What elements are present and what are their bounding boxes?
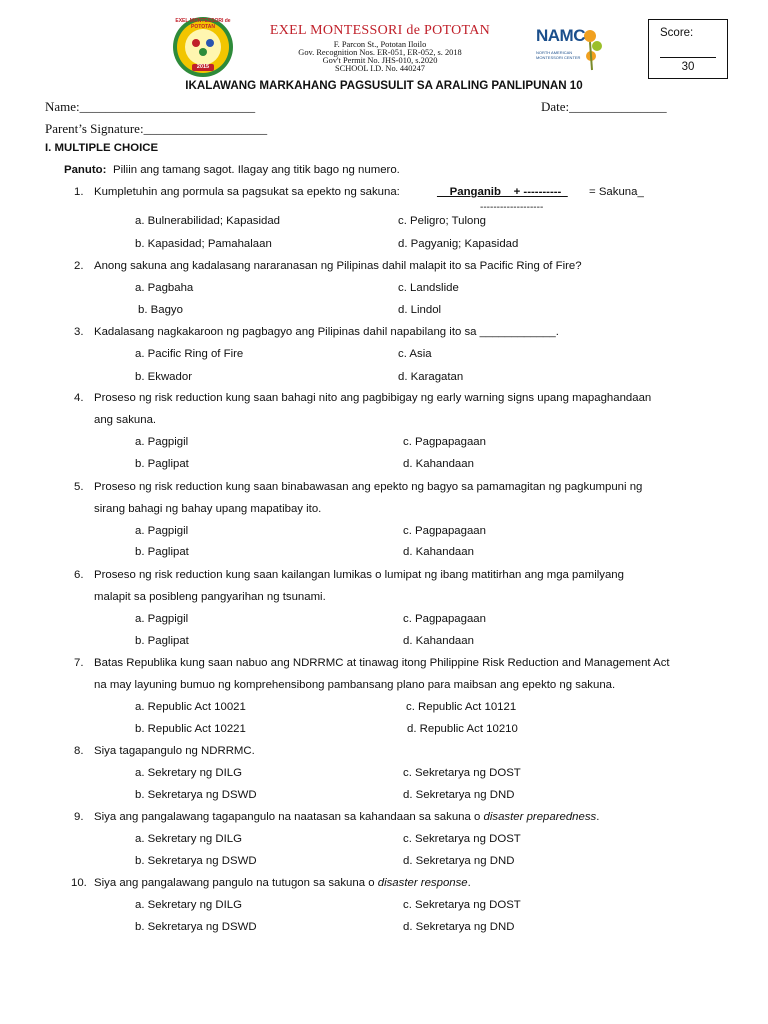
choice[interactable]: c. Landslide (398, 282, 459, 294)
choice[interactable]: d. Karagatan (398, 371, 464, 383)
question-text-end: . (596, 811, 600, 823)
choice[interactable]: b. Paglipat (135, 635, 189, 647)
question-text: Proseso ng risk reduction kung saan binabawasan ang epekto ng bagyo sa pamamagitan ng pagkumpuni ng (94, 481, 643, 493)
instructions-label: Panuto: (64, 164, 107, 176)
choice[interactable]: a. Pagpigil (135, 525, 189, 537)
question-text-italic: disaster response (377, 877, 468, 889)
score-label: Score: (660, 27, 694, 39)
score-total: 30 (681, 61, 695, 73)
question-number: 1. (74, 186, 84, 198)
choice[interactable]: c. Pagpapagaan (403, 436, 486, 448)
question-text: Anong sakuna ang kadalasang nararanasan ng Pilipinas dahil malapit ito sa Pacific Ring of Fire? (94, 260, 582, 272)
choice[interactable]: b. Kapasidad; Pamahalaan (135, 238, 272, 250)
namc-logo-sub: NORTH AMERICAN MONTESSORI CENTER (536, 50, 581, 60)
choice[interactable]: d. Sekretarya ng DND (403, 789, 515, 801)
choice[interactable]: c. Republic Act 10121 (406, 701, 517, 713)
choice[interactable]: b. Republic Act 10221 (135, 723, 246, 735)
choice[interactable]: b. Sekretarya ng DSWD (135, 921, 257, 933)
choice[interactable]: a. Republic Act 10021 (135, 701, 246, 713)
school-name: EXEL MONTESSORI de POTOTAN (269, 23, 491, 38)
question-text: Proseso ng risk reduction kung saan bahagi nito ang pagbibigay ng early warning signs upang mapaghandaan (94, 392, 652, 404)
choice[interactable]: b. Bagyo (138, 304, 183, 316)
section-title: I. MULTIPLE CHOICE (45, 142, 159, 154)
choice[interactable]: d. Kahandaan (403, 546, 474, 558)
choice[interactable]: d. Sekretarya ng DND (403, 855, 515, 867)
question-text (94, 811, 599, 823)
choice[interactable]: d. Kahandaan (403, 635, 474, 647)
exam-title: IKALAWANG MARKAHANG PAGSUSULIT SA ARALING PANLIPUNAN 10 (185, 79, 583, 92)
question-text-italic: disaster preparedness (483, 811, 597, 823)
question-text: Batas Republika kung saan nabuo ang NDRRMC at tinawag itong Philippine Risk Reduction and Management Act (94, 657, 670, 669)
school-address: F. Parcon St., Pototan Iloilo (333, 40, 427, 49)
choice[interactable]: a. Pacific Ring of Fire (135, 348, 244, 360)
school-recognition: Gov. Recognition Nos. ER-051, ER-052, s. 2018 (298, 48, 462, 57)
question-text-main: Siya ang pangalawang pangulo na tutugon sa sakuna o (94, 877, 375, 889)
choice[interactable]: a. Pagpigil (135, 436, 189, 448)
choice[interactable]: b. Sekretarya ng DSWD (135, 789, 257, 801)
question-number: 9. (74, 811, 84, 823)
choice[interactable]: d. Kahandaan (403, 458, 474, 470)
question-text (94, 877, 471, 889)
school-permit: Gov't Permit No. JHS-010, s.2020 (322, 56, 438, 65)
choice[interactable]: d. Pagyanig; Kapasidad (398, 238, 519, 250)
choice[interactable]: c. Peligro; Tulong (398, 215, 487, 227)
school-id: SCHOOL I.D. No. 440247 (335, 64, 425, 73)
instructions-text: Piliin ang tamang sagot. Ilagay ang titik bago ng numero. (113, 164, 400, 176)
choice[interactable]: c. Sekretarya ng DOST (403, 899, 521, 911)
question-number: 4. (74, 392, 84, 404)
date-field[interactable]: Date:_______________ (541, 99, 667, 114)
question-text: sirang bahagi ng bahay upang mapatibay ito. (94, 503, 322, 515)
question-number: 5. (74, 481, 84, 493)
parent-signature-field[interactable]: Parent’s Signature:___________________ (45, 121, 268, 136)
question-text-end: . (467, 877, 471, 889)
choice[interactable]: c. Pagpapagaan (403, 525, 486, 537)
choice[interactable]: a. Pagpigil (135, 613, 189, 625)
school-logo-year: 2015 (196, 64, 210, 70)
question-text: Proseso ng risk reduction kung saan kailangan lumikas o lumipat ng ibang matitirhan ang mga pamilyang (94, 569, 624, 581)
choice[interactable]: c. Pagpapagaan (403, 613, 486, 625)
question-text-main: Siya ang pangalawang tagapangulo na naatasan sa kahandaan sa sakuna o (94, 811, 481, 823)
choice[interactable]: b. Paglipat (135, 458, 189, 470)
score-blank (660, 57, 716, 58)
question-number: 7. (74, 657, 84, 669)
formula-part2: = Sakuna_ (589, 186, 644, 198)
question-text: Kadalasang nagkakaroon ng pagbagyo ang Pilipinas dahil napabilang ito sa ____________. (94, 326, 559, 338)
choice[interactable]: c. Sekretarya ng DOST (403, 767, 521, 779)
question-number: 6. (74, 569, 84, 581)
question-text: Siya tagapangulo ng NDRRMC. (94, 745, 255, 757)
choice[interactable]: c. Sekretarya ng DOST (403, 833, 521, 845)
name-field[interactable]: Name:___________________________ (45, 99, 256, 114)
question-number: 3. (74, 326, 84, 338)
question-number: 8. (74, 745, 84, 757)
question-text: na may layuning bumuo ng komprehensibong pambansang plano para maibsan ang epekto ng sakuna. (94, 679, 616, 691)
choice[interactable]: d. Sekretarya ng DND (403, 921, 515, 933)
choice[interactable]: a. Sekretary ng DILG (135, 899, 242, 911)
question-number: 10. (71, 877, 87, 889)
school-logo-text: EXEL MONTESSORI de POTOTAN (175, 18, 231, 30)
question-number: 2. (74, 260, 84, 272)
choice[interactable]: b. Paglipat (135, 546, 189, 558)
choice[interactable]: a. Bulnerabilidad; Kapasidad (135, 215, 281, 227)
choice[interactable]: a. Sekretary ng DILG (135, 833, 242, 845)
formula-dashes: ------------------- (480, 202, 544, 213)
choice[interactable]: b. Ekwador (135, 371, 192, 383)
choice[interactable]: a. Pagbaha (135, 282, 194, 294)
namc-logo-text: NAMC (536, 26, 585, 45)
choice[interactable]: c. Asia (398, 348, 432, 360)
choice[interactable]: d. Republic Act 10210 (407, 723, 518, 735)
question-text: malapit sa posibleng pangyarihan ng tsunami. (94, 591, 326, 603)
question-text: Kumpletuhin ang pormula sa pagsukat sa epekto ng sakuna: (94, 186, 400, 198)
formula-part1: __Panganib__+ ----------_ (437, 186, 568, 198)
question-text: ang sakuna. (94, 414, 157, 426)
choice[interactable]: b. Sekretarya ng DSWD (135, 855, 257, 867)
choice[interactable]: d. Lindol (398, 304, 442, 316)
choice[interactable]: a. Sekretary ng DILG (135, 767, 242, 779)
